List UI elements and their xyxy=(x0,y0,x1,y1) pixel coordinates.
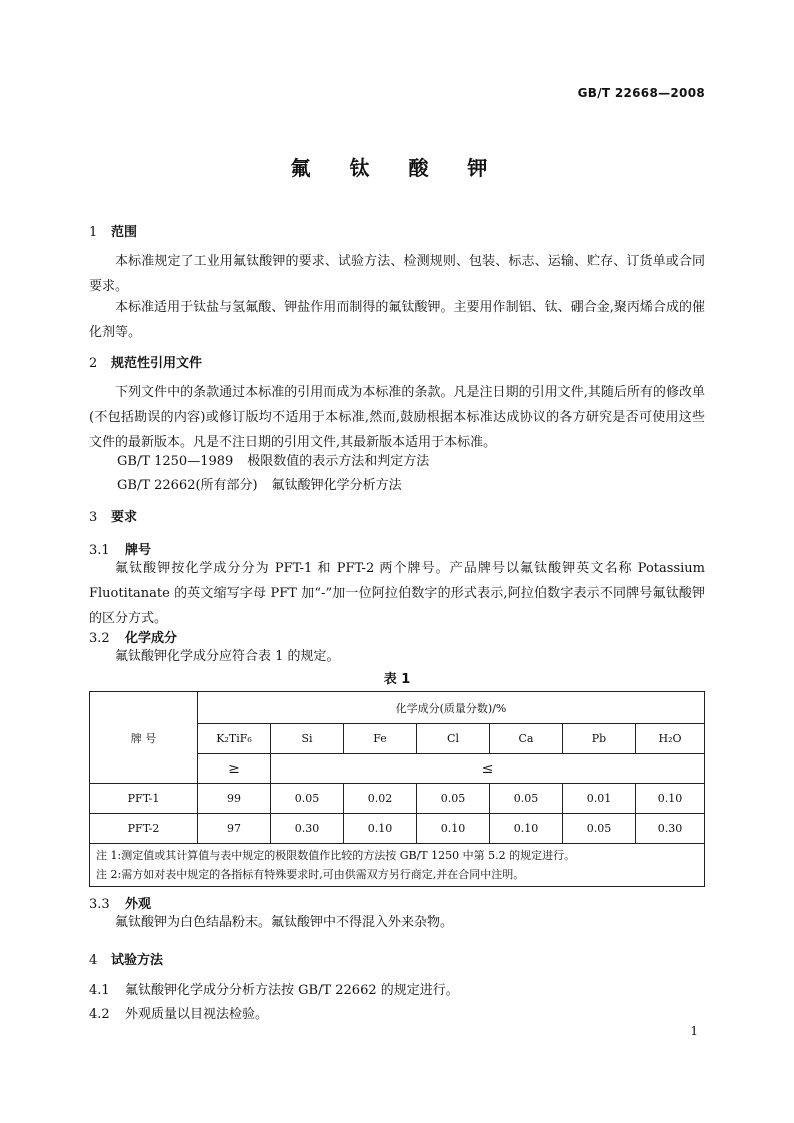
section-number: 2 xyxy=(89,356,98,371)
grade-cell: PFT-2 xyxy=(90,814,198,844)
grade-cell: PFT-1 xyxy=(90,784,198,814)
value-cell: 0.05 xyxy=(271,784,344,814)
chemical-composition-table xyxy=(89,691,705,887)
value-cell: 0.30 xyxy=(636,814,705,844)
page-number: 1 xyxy=(690,1024,698,1038)
section-number: 4.1 xyxy=(89,983,110,998)
column-header: H₂O xyxy=(636,724,705,754)
value-cell: 97 xyxy=(198,814,271,844)
item-text: 外观质量以目视法检验。 xyxy=(125,1007,269,1022)
reference-item xyxy=(117,450,443,469)
section-1-heading xyxy=(89,221,137,240)
reference-title: 极限数值的表示方法和判定方法 xyxy=(247,454,430,469)
column-header: Fe xyxy=(344,724,417,754)
table-row xyxy=(90,814,705,844)
section-title: 规范性引用文件 xyxy=(111,356,203,371)
section-4-2-item xyxy=(89,1003,268,1022)
value-cell: 0.01 xyxy=(563,784,636,814)
value-cell: 0.10 xyxy=(490,814,563,844)
column-header: Pb xyxy=(563,724,636,754)
section-1-para-1: 本标准规定了工业用氟钛酸钾的要求、试验方法、检测规则、包装、标志、运输、贮存、订货单或合同要求。 xyxy=(89,254,705,294)
reference-item xyxy=(117,474,416,493)
value-cell: 0.10 xyxy=(417,814,490,844)
table-note: 注 2:需方如对表中规定的各指标有特殊要求时,可由供需双方另行商定,并在合同中注明。 xyxy=(96,868,525,881)
section-number: 3.2 xyxy=(89,631,110,646)
section-title: 要求 xyxy=(111,510,138,525)
table-notes xyxy=(90,844,705,887)
section-3-1-para: 氟钛酸钾按化学成分分为 PFT-1 和 PFT-2 两个牌号。产品牌号以氟钛酸钾英文名称 Potassium Fluotitanate 的英文缩写字母 PFT 加“-”加一位阿拉伯数字的形式表示,阿拉伯数字表示不同牌号氟钛酸钾的区分方式。 xyxy=(89,561,705,626)
value-cell: 99 xyxy=(198,784,271,814)
reference-code: GB/T 22662(所有部分) xyxy=(117,478,258,493)
section-number: 1 xyxy=(89,225,98,240)
table-row xyxy=(90,784,705,814)
section-title: 试验方法 xyxy=(111,953,164,968)
section-number: 4 xyxy=(89,953,98,968)
document-title: 氟 钛 酸 钾 xyxy=(290,156,504,180)
le-symbol: ≤ xyxy=(271,754,705,784)
section-4-1-item xyxy=(89,979,459,998)
column-header: Cl xyxy=(417,724,490,754)
value-cell: 0.10 xyxy=(344,814,417,844)
value-cell: 0.05 xyxy=(417,784,490,814)
section-3-3-para: 氟钛酸钾为白色结晶粉末。氟钛酸钾中不得混入外来杂物。 xyxy=(115,915,454,930)
section-2-para: 下列文件中的条款通过本标准的引用而成为本标准的条款。凡是注日期的引用文件,其随后所有的修改单(不包括勘误的内容)或修订版均不适用于本标准,然而,鼓励根据本标准达成协议的各方研究是否可使用这些文件的最新版本。凡是不注日期的引用文件,其最新版本适用于本标准。 xyxy=(89,385,705,450)
section-title: 化学成分 xyxy=(125,631,178,646)
section-1-para-2: 本标准适用于钛盐与氢氟酸、钾盐作用而制得的氟钛酸钾。主要用作制铝、钛、硼合金,聚丙烯合成的催化剂等。 xyxy=(89,300,705,340)
section-number: 3.1 xyxy=(89,543,110,558)
ge-symbol: ≥ xyxy=(198,754,271,784)
section-title: 牌号 xyxy=(125,543,152,558)
section-3-2-para: 氟钛酸钾化学成分应符合表 1 的规定。 xyxy=(115,649,340,664)
column-header: K₂TiF₆ xyxy=(198,724,271,754)
grade-header: 牌 号 xyxy=(90,692,198,784)
section-title: 外观 xyxy=(125,897,152,912)
value-cell: 0.05 xyxy=(563,814,636,844)
section-title: 范围 xyxy=(111,225,138,240)
value-cell: 0.10 xyxy=(636,784,705,814)
value-cell: 0.30 xyxy=(271,814,344,844)
reference-title: 氟钛酸钾化学分析方法 xyxy=(271,478,402,493)
section-number: 4.2 xyxy=(89,1007,110,1022)
composition-group-header: 化学成分(质量分数)/% xyxy=(198,692,705,724)
column-header: Si xyxy=(271,724,344,754)
section-2-heading xyxy=(89,352,202,371)
column-header: Ca xyxy=(490,724,563,754)
table-caption: 表 1 xyxy=(383,672,411,687)
item-text: 氟钛酸钾化学成分分析方法按 GB/T 22662 的规定进行。 xyxy=(125,983,459,998)
table-note: 注 1:测定值或其计算值与表中规定的极限数值作比较的方法按 GB/T 1250 中第 5.2 的规定进行。 xyxy=(96,849,576,862)
section-4-heading xyxy=(89,949,163,968)
section-3-heading xyxy=(89,506,137,525)
section-number: 3 xyxy=(89,510,98,525)
value-cell: 0.02 xyxy=(344,784,417,814)
standard-code: GB/T 22668—2008 xyxy=(577,86,705,100)
value-cell: 0.05 xyxy=(490,784,563,814)
reference-code: GB/T 1250—1989 xyxy=(117,454,234,469)
section-number: 3.3 xyxy=(89,897,110,912)
